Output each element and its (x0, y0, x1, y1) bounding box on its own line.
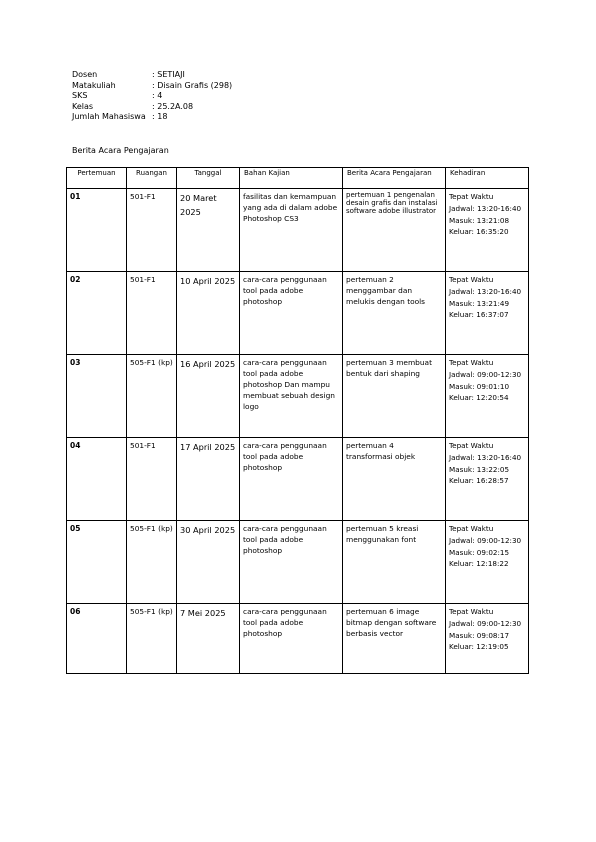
attendance-status: Tepat Waktu (449, 441, 494, 450)
info-row-sks (72, 91, 232, 102)
attendance-masuk: Masuk: 13:21:49 (449, 298, 510, 308)
attendance-status: Tepat Waktu (449, 358, 494, 367)
info-row-kelas (72, 102, 232, 113)
attendance-status: Tepat Waktu (449, 607, 494, 616)
cell-bahan-kajian: cara-cara penggunaan tool pada adobe photoshop (240, 604, 343, 674)
info-row-dosen (72, 70, 232, 81)
cell-ruangan: 505-F1 (kp) (127, 355, 177, 438)
cell-bahan-kajian: cara-cara penggunaan tool pada adobe photoshop (240, 521, 343, 604)
table-row (67, 604, 529, 674)
attendance-jadwal: Jadwal: 13:20-16:40 (449, 452, 522, 462)
cell-kehadiran (446, 604, 529, 674)
table-row (67, 438, 529, 521)
cell-berita-acara: pertemuan 1 pengenalan desain grafis dan instalasi software adobe illustrator (343, 189, 446, 272)
attendance-jadwal: Jadwal: 13:20-16:40 (449, 286, 522, 296)
info-label: SKS (72, 91, 88, 100)
cell-tanggal: 16 April 2025 (177, 355, 240, 438)
attendance-masuk: Masuk: 13:21:08 (449, 215, 510, 225)
info-value: : 18 (152, 112, 168, 121)
attendance-jadwal: Jadwal: 13:20-16:40 (449, 203, 522, 213)
info-label: Jumlah Mahasiswa (72, 112, 146, 121)
cell-ruangan: 505-F1 (kp) (127, 604, 177, 674)
cell-tanggal: 10 April 2025 (177, 272, 240, 355)
header-berita-acara: Berita Acara Pengajaran (343, 168, 446, 189)
attendance-jadwal: Jadwal: 09:00-12:30 (449, 535, 522, 545)
attendance-keluar: Keluar: 12:20:54 (449, 393, 509, 403)
cell-pertemuan: 01 (67, 189, 127, 272)
header-bahan-kajian: Bahan Kajian (240, 168, 343, 189)
table-row (67, 189, 529, 272)
cell-ruangan: 505-F1 (kp) (127, 521, 177, 604)
attendance-masuk: Masuk: 09:01:10 (449, 381, 510, 391)
table-row (67, 521, 529, 604)
header-pertemuan: Pertemuan (67, 168, 127, 189)
info-value: : 25.2A.08 (152, 101, 194, 111)
header-kehadiran: Kehadiran (446, 168, 529, 189)
cell-kehadiran (446, 272, 529, 355)
attendance-masuk: Masuk: 09:08:17 (449, 630, 510, 640)
table-row (67, 355, 529, 438)
cell-berita-acara: pertemuan 6 image bitmap dengan software berbasis vector (343, 604, 446, 674)
attendance-jadwal: Jadwal: 09:00-12:30 (449, 618, 522, 628)
cell-bahan-kajian: fasilitas dan kemampuan yang ada di dalam adobe Photoshop CS3 (240, 189, 343, 272)
attendance-masuk: Masuk: 09:02:15 (449, 547, 510, 557)
attendance-table (66, 167, 529, 674)
table-header-row (67, 168, 529, 189)
cell-bahan-kajian: cara-cara penggunaan tool pada adobe photoshop Dan mampu membuat sebuah design logo (240, 355, 343, 438)
cell-berita-acara: pertemuan 2 menggambar dan melukis dengan tools (343, 272, 446, 355)
attendance-masuk: Masuk: 13:22:05 (449, 464, 510, 474)
cell-ruangan: 501-F1 (127, 272, 177, 355)
info-value: : SETIAJI (152, 70, 185, 79)
cell-tanggal: 20 Maret 2025 (177, 189, 240, 272)
table-row (67, 272, 529, 355)
cell-berita-acara: pertemuan 4 transformasi objek (343, 438, 446, 521)
attendance-status: Tepat Waktu (449, 524, 494, 533)
attendance-keluar: Keluar: 12:18:22 (449, 559, 509, 569)
attendance-keluar: Keluar: 16:28:57 (449, 476, 509, 486)
cell-ruangan: 501-F1 (127, 189, 177, 272)
info-row-jumlah-mahasiswa (72, 112, 232, 123)
attendance-jadwal: Jadwal: 09:00-12:30 (449, 369, 522, 379)
cell-kehadiran (446, 189, 529, 272)
cell-ruangan: 501-F1 (127, 438, 177, 521)
header-ruangan: Ruangan (127, 168, 177, 189)
section-title: Berita Acara Pengajaran (72, 146, 169, 155)
cell-berita-acara: pertemuan 3 membuat bentuk dari shaping (343, 355, 446, 438)
cell-bahan-kajian: cara-cara penggunaan tool pada adobe photoshop (240, 272, 343, 355)
cell-tanggal: 30 April 2025 (177, 521, 240, 604)
info-label: Kelas (72, 101, 94, 111)
cell-bahan-kajian: cara-cara penggunaan tool pada adobe photoshop (240, 438, 343, 521)
attendance-keluar: Keluar: 12:19:05 (449, 642, 509, 652)
info-row-matakuliah (72, 81, 232, 92)
info-label: Dosen (72, 70, 98, 79)
attendance-keluar: Keluar: 16:37:07 (449, 310, 509, 320)
cell-pertemuan: 06 (67, 604, 127, 674)
cell-pertemuan: 02 (67, 272, 127, 355)
cell-kehadiran (446, 521, 529, 604)
info-value: : Disain Grafis (298) (152, 80, 233, 90)
attendance-status: Tepat Waktu (449, 192, 494, 201)
attendance-keluar: Keluar: 16:35:20 (449, 227, 509, 237)
cell-tanggal: 17 April 2025 (177, 438, 240, 521)
cell-kehadiran (446, 355, 529, 438)
cell-pertemuan: 03 (67, 355, 127, 438)
info-label: Matakuliah (72, 80, 116, 90)
attendance-status: Tepat Waktu (449, 275, 494, 284)
header-tanggal: Tanggal (177, 168, 240, 189)
cell-kehadiran (446, 438, 529, 521)
cell-pertemuan: 05 (67, 521, 127, 604)
info-value: : 4 (152, 91, 163, 100)
cell-berita-acara: pertemuan 5 kreasi menggunakan font (343, 521, 446, 604)
cell-pertemuan: 04 (67, 438, 127, 521)
course-info (72, 70, 232, 123)
cell-tanggal: 7 Mei 2025 (177, 604, 240, 674)
